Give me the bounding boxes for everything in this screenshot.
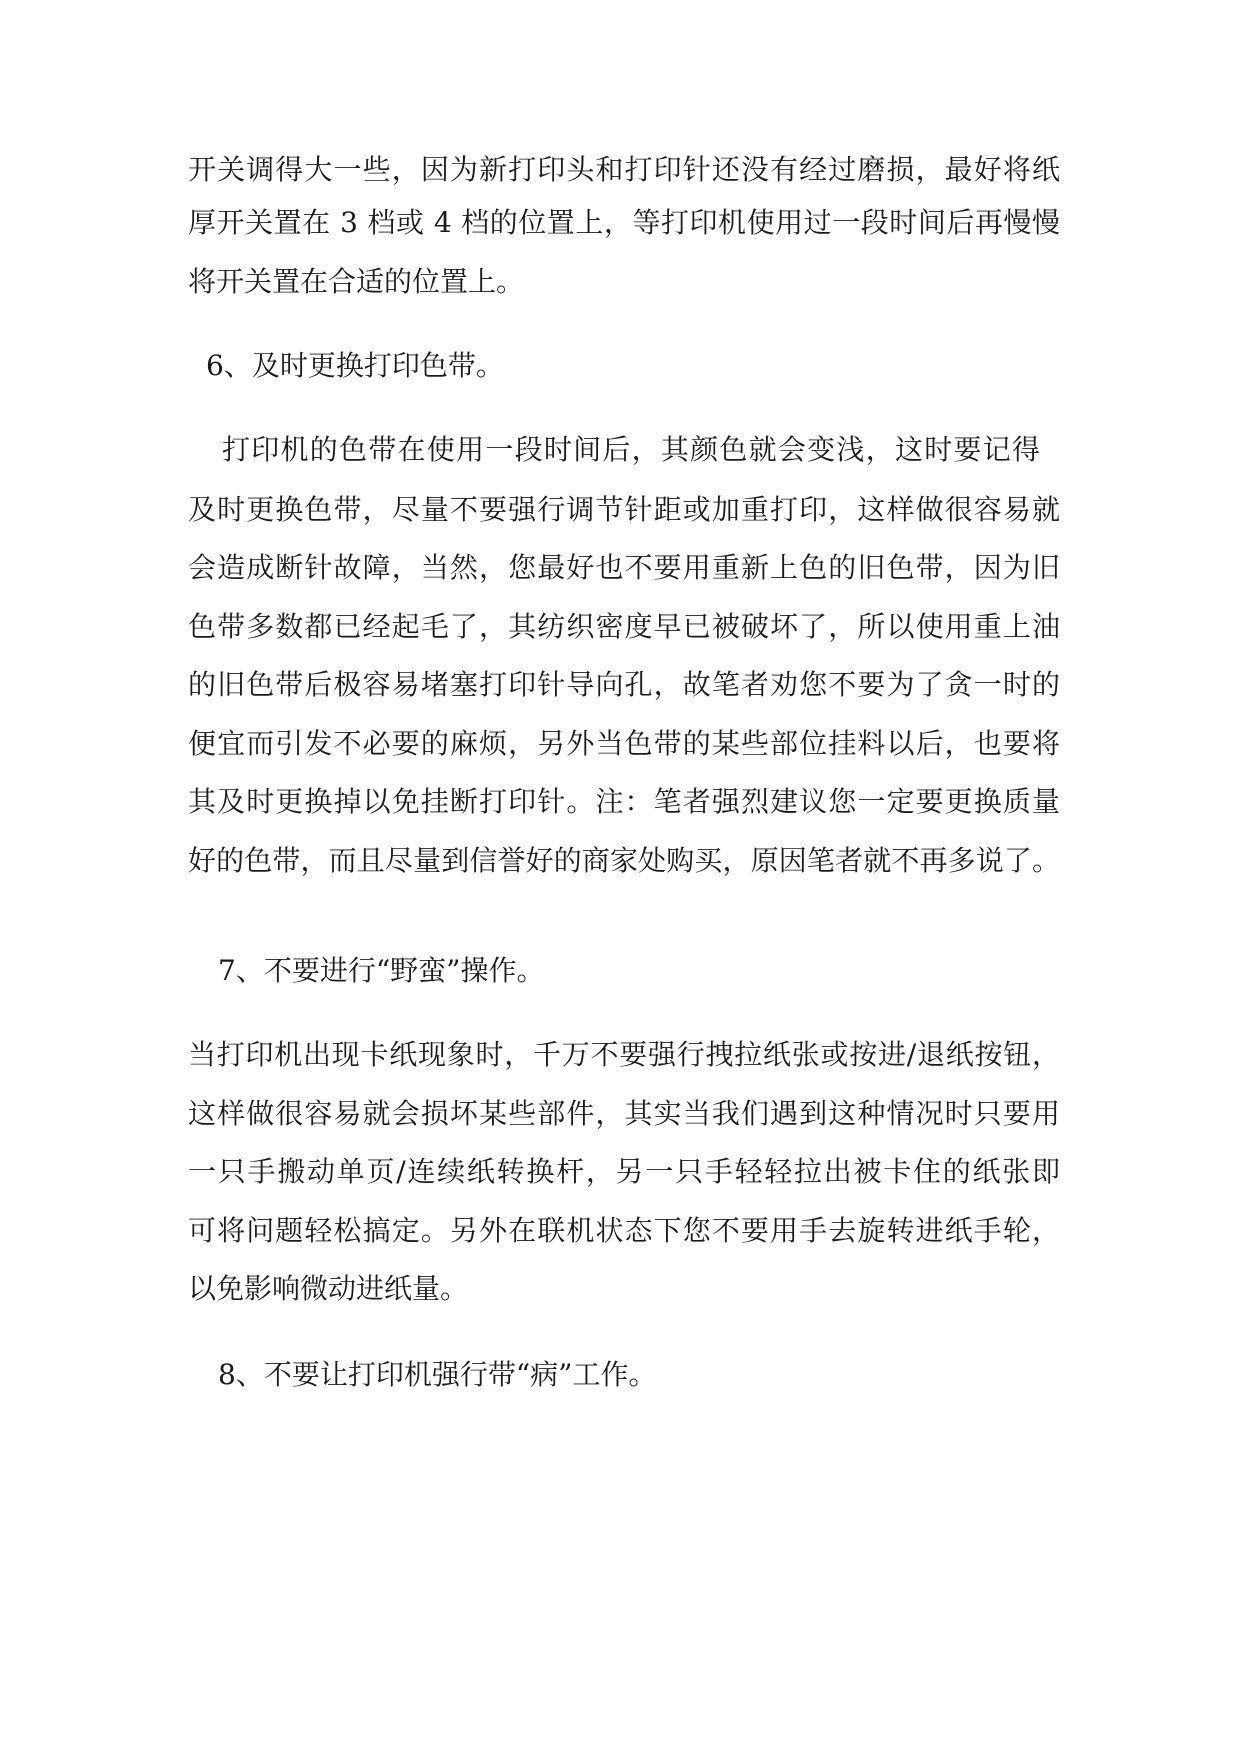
- para2-line-1: 打印机的色带在使用一段时间后，其颜色就会变浅，这时要记得: [222, 433, 1040, 466]
- para1-line-1: 开关调得大一些，因为新打印头和打印针还没有经过磨损，最好将纸: [188, 153, 1060, 186]
- para1-line-3: 将开关置在合适的位置上。: [188, 265, 525, 298]
- section-heading-8: 8、不要让打印机强行带“病”工作。: [218, 1358, 657, 1391]
- para3-line-2: 这样做很容易就会损坏某些部件，其实当我们遇到这种情况时只要用: [188, 1097, 1060, 1130]
- para1-line-2: 厚开关置在 3 档或 4 档的位置上，等打印机使用过一段时间后再慢慢: [188, 206, 1060, 239]
- para2-line-8: 好的色带，而且尽量到信誉好的商家处购买，原因笔者就不再多说了。: [188, 844, 1060, 877]
- para3-line-5: 以免影响微动进纸量。: [188, 1272, 469, 1305]
- para2-line-3: 会造成断针故障，当然，您最好也不要用重新上色的旧色带，因为旧: [188, 551, 1060, 584]
- para2-line-2: 及时更换色带，尽量不要强行调节针距或加重打印，这样做很容易就: [188, 493, 1060, 526]
- para3-line-4: 可将问题轻松搞定。另外在联机状态下您不要用手去旋转进纸手轮，: [188, 1214, 1060, 1247]
- section-heading-6: 6、及时更换打印色带。: [206, 349, 504, 382]
- section-heading-7: 7、不要进行“野蛮”操作。: [218, 954, 545, 987]
- para3-line-3: 一只手搬动单页/连续纸转换杆，另一只手轻轻拉出被卡住的纸张即: [188, 1155, 1060, 1188]
- para2-line-5: 的旧色带后极容易堵塞打印针导向孔，故笔者劝您不要为了贪一时的: [188, 668, 1060, 701]
- para3-line-1: 当打印机出现卡纸现象时，千万不要强行拽拉纸张或按进/退纸按钮，: [188, 1038, 1060, 1071]
- para2-line-4: 色带多数都已经起毛了，其纺织密度早已被破坏了，所以使用重上油: [188, 610, 1060, 643]
- para2-line-6: 便宜而引发不必要的麻烦，另外当色带的某些部位挂料以后，也要将: [188, 727, 1060, 760]
- para2-line-7: 其及时更换掉以免挂断打印针。注：笔者强烈建议您一定要更换质量: [188, 785, 1060, 818]
